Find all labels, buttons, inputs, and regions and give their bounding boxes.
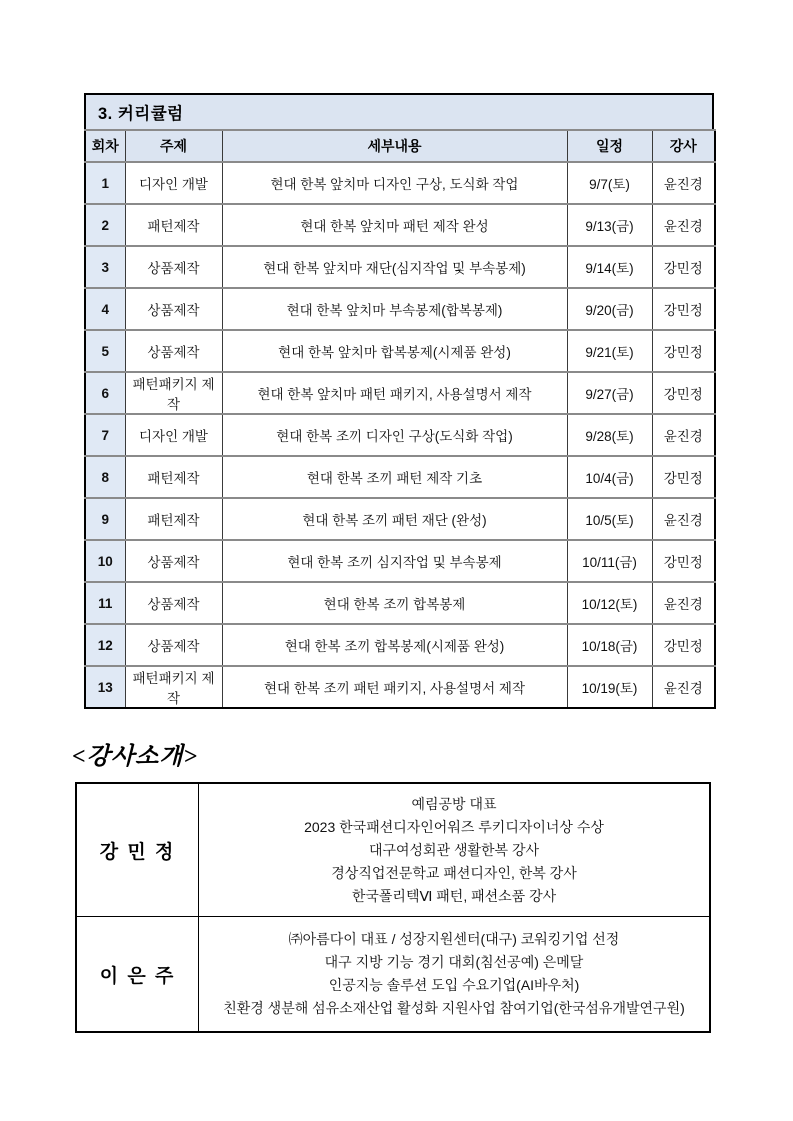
session-cell: 10 [85, 540, 125, 582]
date-cell: 10/4(금) [567, 456, 652, 498]
table-row [85, 666, 715, 708]
session-cell: 2 [85, 204, 125, 246]
instructor-name: 이 은 주 [76, 917, 199, 1033]
credential-line: ㈜아름다이 대표 / 성장지원센터(대구) 코워킹기업 선정 [288, 931, 620, 947]
date-cell: 9/21(토) [567, 330, 652, 372]
session-cell: 8 [85, 456, 125, 498]
detail-cell: 현대 한복 앞치마 부속봉제(합복봉제) [222, 288, 567, 330]
topic-cell: 상품제작 [125, 624, 222, 666]
credential-line: 대구 지방 기능 경기 대회(침선공예) 은메달 [324, 954, 584, 970]
instructor-cell: 강민정 [652, 246, 715, 288]
session-cell: 13 [85, 666, 125, 708]
table-row [85, 288, 715, 330]
date-cell: 10/18(금) [567, 624, 652, 666]
instructor-cell: 윤진경 [652, 666, 715, 708]
topic-cell: 상품제작 [125, 540, 222, 582]
date-cell: 10/19(토) [567, 666, 652, 708]
session-cell: 4 [85, 288, 125, 330]
session-cell: 11 [85, 582, 125, 624]
instructor-table [75, 782, 711, 1033]
column-header-date: 일정 [567, 130, 652, 162]
credential-line: 한국폴리텍Ⅵ 패턴, 패션소품 강사 [351, 887, 557, 904]
curriculum-header-row [85, 130, 715, 162]
table-row [85, 372, 715, 414]
instructor-cell: 강민정 [652, 624, 715, 666]
topic-cell: 패턴제작 [125, 204, 222, 246]
topic-cell: 패턴제작 [125, 456, 222, 498]
session-cell: 1 [85, 162, 125, 204]
table-row [85, 246, 715, 288]
credential-line: 2023 한국패션디자인어워즈 루키디자이너상 수상 [304, 818, 604, 835]
topic-cell: 상품제작 [125, 582, 222, 624]
instructor-name: 강 민 정 [76, 783, 199, 917]
curriculum-table [84, 129, 716, 709]
instructor-credentials [199, 917, 711, 1033]
instructor-cell: 윤진경 [652, 204, 715, 246]
session-cell: 3 [85, 246, 125, 288]
session-cell: 6 [85, 372, 125, 414]
session-cell: 12 [85, 624, 125, 666]
credential-line: 인공지능 솔루션 도입 수요기업(AI바우처) [328, 977, 580, 993]
topic-cell: 패턴패키지 제작 [125, 372, 222, 414]
date-cell: 9/28(토) [567, 414, 652, 456]
credential-line: 대구여성회관 생활한복 강사 [368, 841, 540, 858]
instructor-cell: 강민정 [652, 372, 715, 414]
instructor-cell: 강민정 [652, 456, 715, 498]
date-cell: 9/20(금) [567, 288, 652, 330]
detail-cell: 현대 한복 조끼 합복봉제(시제품 완성) [222, 624, 567, 666]
table-row [85, 162, 715, 204]
instructor-intro-heading: <강사소개> [72, 744, 199, 770]
instructor-cell: 윤진경 [652, 582, 715, 624]
date-cell: 9/27(금) [567, 372, 652, 414]
detail-cell: 현대 한복 앞치마 합복봉제(시제품 완성) [222, 330, 567, 372]
credential-line: 친환경 생분해 섬유소재산업 활성화 지원사업 참여기업(한국섬유개발연구원) [223, 1000, 685, 1016]
topic-cell: 디자인 개발 [125, 162, 222, 204]
detail-cell: 현대 한복 앞치마 재단(심지작업 및 부속봉제) [222, 246, 567, 288]
instructor-cell: 윤진경 [652, 162, 715, 204]
column-header-session: 회차 [85, 130, 125, 162]
topic-cell: 디자인 개발 [125, 414, 222, 456]
credential-line: 예림공방 대표 [411, 795, 497, 812]
topic-cell: 상품제작 [125, 246, 222, 288]
column-header-topic: 주제 [125, 130, 222, 162]
date-cell: 10/12(토) [567, 582, 652, 624]
instructor-credentials [199, 783, 711, 917]
topic-cell: 상품제작 [125, 288, 222, 330]
table-row [85, 582, 715, 624]
column-header-instructor: 강사 [652, 130, 715, 162]
curriculum-section [84, 93, 714, 709]
table-row [85, 540, 715, 582]
detail-cell: 현대 한복 조끼 패턴 재단 (완성) [222, 498, 567, 540]
date-cell: 10/11(금) [567, 540, 652, 582]
topic-cell: 패턴패키지 제작 [125, 666, 222, 708]
detail-cell: 현대 한복 조끼 패턴 제작 기초 [222, 456, 567, 498]
session-cell: 5 [85, 330, 125, 372]
instructor-cell: 윤진경 [652, 498, 715, 540]
session-cell: 7 [85, 414, 125, 456]
detail-cell: 현대 한복 앞치마 디자인 구상, 도식화 작업 [222, 162, 567, 204]
table-row [85, 330, 715, 372]
date-cell: 10/5(토) [567, 498, 652, 540]
table-row [85, 624, 715, 666]
curriculum-section-title: 3. 커리큘럼 [84, 93, 714, 131]
instructor-row [76, 917, 710, 1033]
table-row [85, 456, 715, 498]
table-row [85, 498, 715, 540]
topic-cell: 상품제작 [125, 330, 222, 372]
detail-cell: 현대 한복 앞치마 패턴 제작 완성 [222, 204, 567, 246]
table-row [85, 414, 715, 456]
instructor-cell: 강민정 [652, 288, 715, 330]
date-cell: 9/7(토) [567, 162, 652, 204]
column-header-detail: 세부내용 [222, 130, 567, 162]
date-cell: 9/14(토) [567, 246, 652, 288]
topic-cell: 패턴제작 [125, 498, 222, 540]
detail-cell: 현대 한복 앞치마 패턴 패키지, 사용설명서 제작 [222, 372, 567, 414]
instructor-row [76, 783, 710, 917]
instructor-cell: 윤진경 [652, 414, 715, 456]
detail-cell: 현대 한복 조끼 합복봉제 [222, 582, 567, 624]
instructor-cell: 강민정 [652, 330, 715, 372]
detail-cell: 현대 한복 조끼 패턴 패키지, 사용설명서 제작 [222, 666, 567, 708]
table-row [85, 204, 715, 246]
instructor-cell: 강민정 [652, 540, 715, 582]
credential-line: 경상직업전문학교 패션디자인, 한복 강사 [331, 864, 577, 881]
detail-cell: 현대 한복 조끼 심지작업 및 부속봉제 [222, 540, 567, 582]
detail-cell: 현대 한복 조끼 디자인 구상(도식화 작업) [222, 414, 567, 456]
date-cell: 9/13(금) [567, 204, 652, 246]
session-cell: 9 [85, 498, 125, 540]
